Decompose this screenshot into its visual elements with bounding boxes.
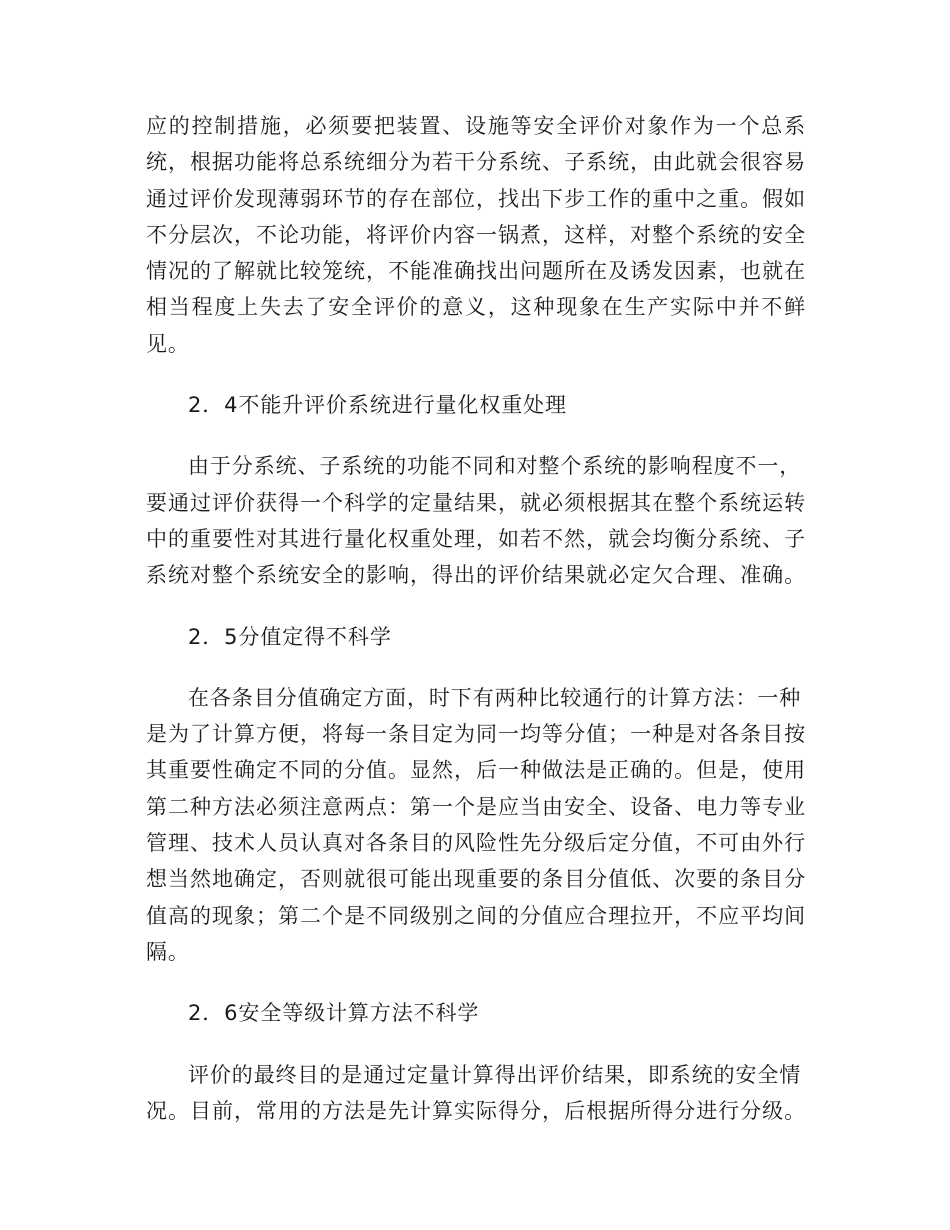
paragraph-safety-grade bbox=[146, 1057, 806, 1130]
paragraph-line: 由于分系统、子系统的功能不同和对整个系统的影响程度不一， bbox=[188, 454, 802, 479]
paragraph-line: 见。 bbox=[146, 331, 190, 356]
paragraph-line: 要通过评价获得一个科学的定量结果，就必须根据其在整个系统运转 bbox=[146, 490, 806, 515]
paragraph-line: 评价的最终目的是通过定量计算得出评价结果，即系统的安全情 bbox=[188, 1062, 802, 1087]
paragraph-gap bbox=[146, 423, 806, 448]
document-body bbox=[146, 108, 806, 1129]
paragraph-line: 管理、技术人员认真对各条目的风险性先分级后定分值，不可由外行 bbox=[146, 831, 806, 856]
section-heading-2-4 bbox=[146, 387, 806, 423]
paragraph-line: 在各条目分值确定方面，时下有两种比较通行的计算方法：一种 bbox=[188, 685, 802, 710]
section-heading-2-6 bbox=[146, 995, 806, 1031]
section-heading: 2．6安全等级计算方法不科学 bbox=[188, 1001, 480, 1026]
paragraph-line: 通过评价发现薄弱环节的存在部位，找出下步工作的重中之重。假如 bbox=[146, 186, 806, 211]
paragraph-score-values bbox=[146, 680, 806, 970]
paragraph-gap bbox=[146, 655, 806, 680]
paragraph-line: 值高的现象；第二个是不同级别之间的分值应合理拉开，不应平均间 bbox=[146, 903, 806, 928]
paragraph-gap bbox=[146, 1032, 806, 1057]
paragraph-control-measures bbox=[146, 108, 806, 362]
paragraph-line: 想当然地确定，否则就很可能出现重要的条目分值低、次要的条目分 bbox=[146, 867, 806, 892]
paragraph-line: 统，根据功能将总系统细分为若干分系统、子系统，由此就会很容易 bbox=[146, 150, 806, 175]
paragraph-gap bbox=[146, 594, 806, 619]
paragraph-gap bbox=[146, 362, 806, 387]
paragraph-line: 中的重要性对其进行量化权重处理，如若不然，就会均衡分系统、子 bbox=[146, 526, 806, 551]
paragraph-line: 不分层次，不论功能，将评价内容一锅煮，这样，对整个系统的安全 bbox=[146, 222, 806, 247]
paragraph-line: 隔。 bbox=[146, 939, 190, 964]
paragraph-line: 况。目前，常用的方法是先计算实际得分，后根据所得分进行分级。 bbox=[146, 1098, 806, 1123]
paragraph-line: 第二种方法必须注意两点：第一个是应当由安全、设备、电力等专业 bbox=[146, 794, 806, 819]
paragraph-line: 是为了计算方便，将每一条目定为同一均等分值；一种是对各条目按 bbox=[146, 722, 806, 747]
section-heading-2-5 bbox=[146, 619, 806, 655]
paragraph-line: 应的控制措施，必须要把装置、设施等安全评价对象作为一个总系 bbox=[146, 114, 806, 138]
paragraph-weighting bbox=[146, 448, 806, 593]
paragraph-line: 情况的了解就比较笼统，不能准确找出问题所在及诱发因素，也就在 bbox=[146, 259, 806, 284]
paragraph-line: 系统对整个系统安全的影响，得出的评价结果就必定欠合理、准确。 bbox=[146, 563, 806, 588]
paragraph-line: 相当程度上失去了安全评价的意义，这种现象在生产实际中并不鲜 bbox=[146, 295, 806, 320]
paragraph-line: 其重要性确定不同的分值。显然，后一种做法是正确的。但是，使用 bbox=[146, 758, 806, 783]
section-heading: 2．4不能升评价系统进行量化权重处理 bbox=[188, 393, 567, 418]
paragraph-gap bbox=[146, 970, 806, 995]
section-heading: 2．5分值定得不科学 bbox=[188, 624, 392, 649]
